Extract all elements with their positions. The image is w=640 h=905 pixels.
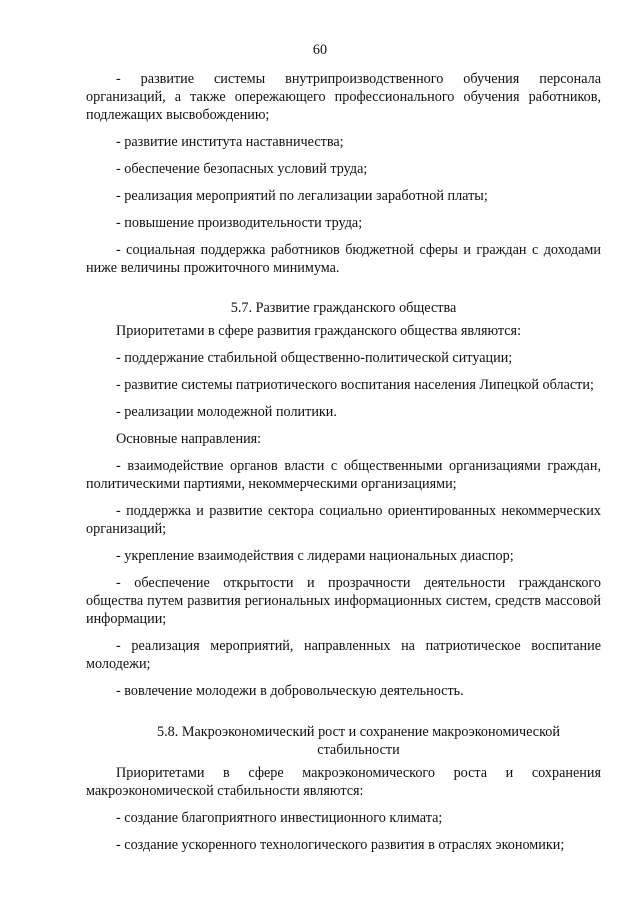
- list-item: - поддержание стабильной общественно-политической ситуации;: [116, 350, 513, 366]
- list-item: - развитие системы внутрипроизводственного обучения персонала организаций, а также опережающего профессионального обучения работников, подлежащих высвобождению;: [86, 71, 601, 123]
- list-item: - поддержка и развитие сектора социально ориентированных некоммерческих организаций;: [86, 503, 601, 537]
- section-civil-society: [86, 299, 601, 700]
- section-macro: [86, 723, 601, 854]
- list-item: - обеспечение безопасных условий труда;: [116, 161, 368, 177]
- section-heading: 5.7. Развитие гражданского общества: [230, 300, 457, 316]
- list-item: - реализации молодежной политики.: [116, 404, 337, 420]
- paragraph: Основные направления:: [116, 431, 262, 447]
- list-item: - реализация мероприятий, направленных на патриотическое воспитание молодежи;: [86, 638, 601, 672]
- list-item: - обеспечение открытости и прозрачности деятельности гражданского общества путем развития региональных информационных систем, средств массовой информации;: [86, 575, 601, 627]
- list-item: - создание благоприятного инвестиционного климата;: [116, 810, 443, 826]
- list-item: - укрепление взаимодействия с лидерами национальных диаспор;: [116, 548, 514, 564]
- section-heading: 5.8. Макроэкономический рост и сохранение макроэкономической стабильности: [157, 724, 560, 758]
- list-item: - социальная поддержка работников бюджетной сферы и граждан с доходами ниже величины прожиточного минимума.: [86, 242, 601, 276]
- list-item: - реализация мероприятий по легализации заработной платы;: [116, 188, 488, 204]
- section-labor: [86, 70, 601, 277]
- paragraph: Приоритетами в сфере развития гражданского общества являются:: [116, 323, 522, 339]
- list-item: - повышение производительности труда;: [116, 215, 363, 231]
- list-item: - создание ускоренного технологического развития в отраслях экономики;: [116, 837, 565, 853]
- list-item: - вовлечение молодежи в добровольческую деятельность.: [116, 683, 464, 699]
- page-number: 60: [312, 42, 328, 58]
- list-item: - развитие системы патриотического воспитания населения Липецкой области;: [116, 377, 594, 393]
- document-body: [86, 70, 601, 854]
- list-item: - взаимодействие органов власти с общественными организациями граждан, политическими партиями, некоммерческими организациями;: [86, 458, 601, 492]
- list-item: - развитие института наставничества;: [116, 134, 344, 150]
- paragraph: Приоритетами в сфере макроэкономического роста и сохранения макроэкономической стабильности являются:: [86, 765, 601, 799]
